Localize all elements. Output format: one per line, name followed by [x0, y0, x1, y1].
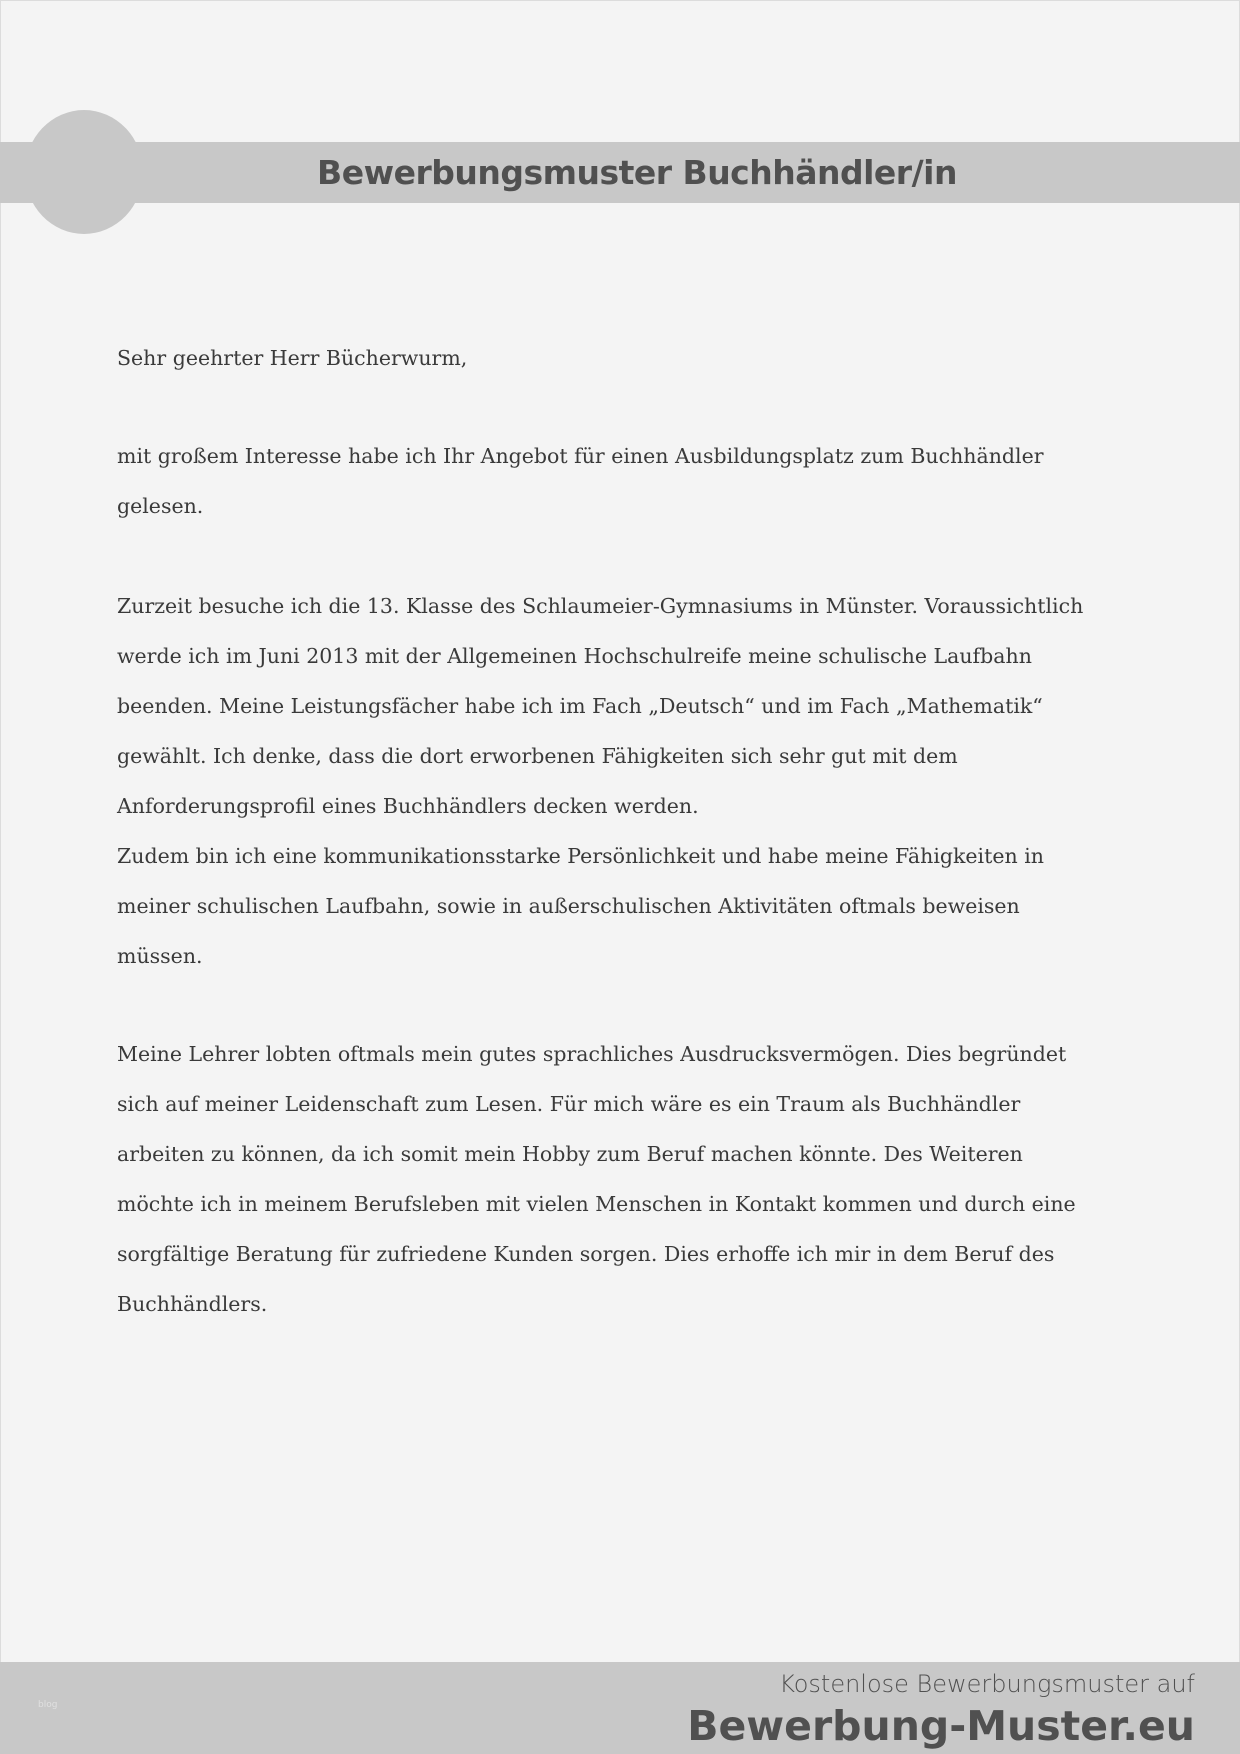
letter-line: Buchhändlers. [117, 1292, 268, 1316]
letter-line: mit großem Interesse habe ich Ihr Angebot für einen Ausbildungsplatz zum Buchhändler [117, 444, 1044, 468]
page-title: Bewerbungsmuster Buchhändler/in [317, 153, 957, 192]
footer-brand: Bewerbung-Muster.eu [687, 1702, 1195, 1750]
footer-small-text: blog [38, 1700, 58, 1710]
letter-line: Anforderungsprofil eines Buchhändlers decken werden. [117, 794, 699, 818]
letter-line: werde ich im Juni 2013 mit der Allgemeinen Hochschulreife meine schulische Laufbahn [117, 644, 1032, 668]
letter-line: beenden. Meine Leistungsfächer habe ich im Fach „Deutsch“ und im Fach „Mathematik“ [117, 694, 1043, 718]
salutation: Sehr geehrter Herr Bücherwurm, [117, 346, 468, 370]
letter-line: gewählt. Ich denke, dass die dort erworbenen Fähigkeiten sich sehr gut mit dem [117, 744, 958, 768]
letter-line: sich auf meiner Leidenschaft zum Lesen. Für mich wäre es ein Traum als Buchhändler [117, 1092, 1021, 1116]
letter-line: müssen. [117, 944, 203, 968]
letter-line: gelesen. [117, 494, 204, 518]
letter-line: arbeiten zu können, da ich somit mein Hobby zum Beruf machen könnte. Des Weiteren [117, 1142, 1023, 1166]
letter-line: Meine Lehrer lobten oftmals mein gutes sprachliches Ausdrucksvermögen. Dies begründet [117, 1042, 1067, 1066]
letter-line: Zudem bin ich eine kommunikationsstarke Persönlichkeit und habe meine Fähigkeiten in [117, 844, 1044, 868]
letter-line: Zurzeit besuche ich die 13. Klasse des Schlaumeier-Gymnasiums in Münster. Voraussichtlich [117, 594, 1084, 618]
letter-line: möchte ich in meinem Berufsleben mit vielen Menschen in Kontakt kommen und durch eine [117, 1192, 1076, 1216]
letter-line: sorgfältige Beratung für zufriedene Kunden sorgen. Dies erhoffe ich mir in dem Beruf des [117, 1242, 1055, 1266]
footer-tagline: Kostenlose Bewerbungsmuster auf [779, 1670, 1195, 1698]
letter-line: meiner schulischen Laufbahn, sowie in außerschulischen Aktivitäten oftmals beweisen [117, 894, 1020, 918]
